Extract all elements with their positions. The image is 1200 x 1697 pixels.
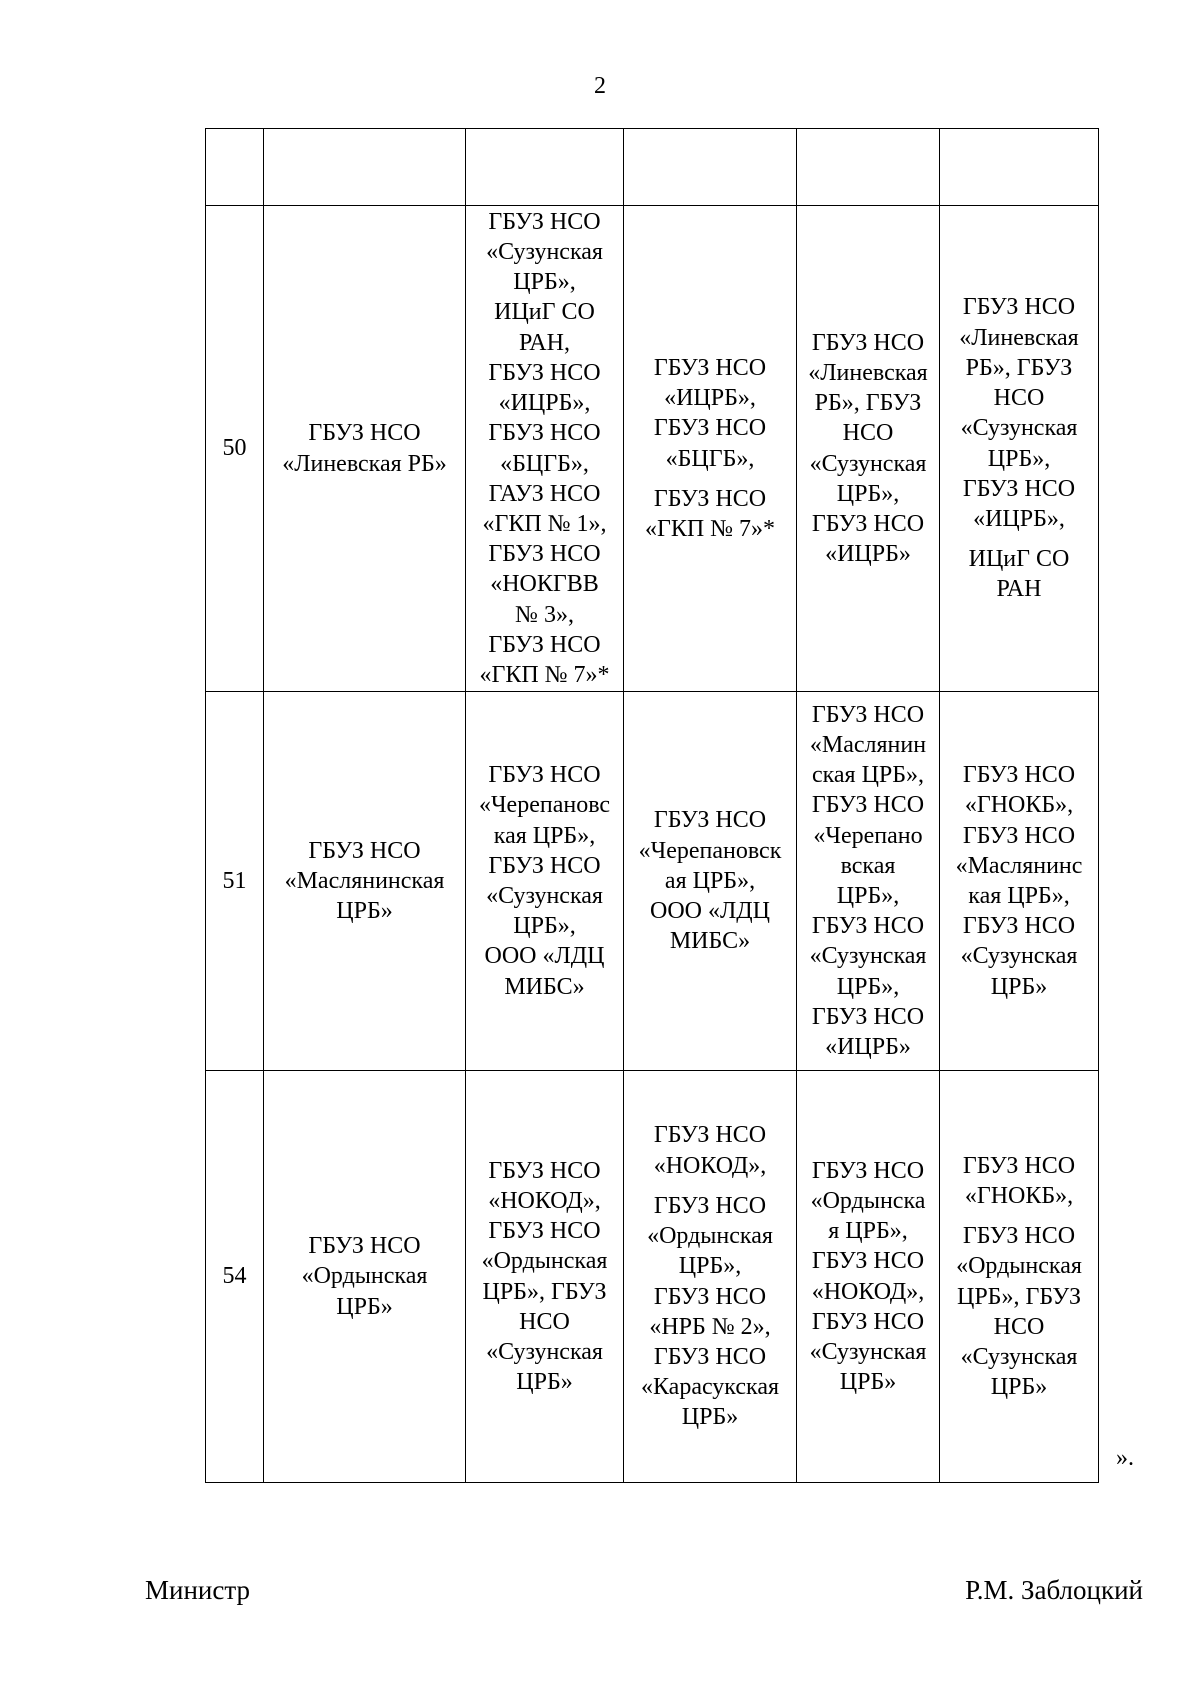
column-5-text: ГБУЗ НСО «Линевская РБ», ГБУЗ НСО «Сузунская ЦРБ», ГБУЗ НСО «ИЦРБ»: [808, 329, 928, 568]
column-3-text: ГБУЗ НСО «НОКОД», ГБУЗ НСО «Ордынская ЦРБ», ГБУЗ НСО «Сузунская ЦРБ»: [481, 1157, 608, 1396]
facility-name-cell: [264, 1071, 466, 1483]
facility-name: ГБУЗ НСО «Маслянинская ЦРБ»: [284, 837, 445, 925]
table-row: [206, 692, 1099, 1071]
header-cell: [466, 129, 624, 206]
facilities-table: [205, 128, 1099, 1483]
column-3-cell: [466, 692, 624, 1071]
column-4-text: ГБУЗ НСО «ГКП № 7»*: [644, 485, 776, 542]
column-3-cell: [466, 206, 624, 692]
column-5-text: ГБУЗ НСО «Маслянин ская ЦРБ», ГБУЗ НСО «Черепано вская ЦРБ», ГБУЗ НСО «Сузунская ЦРБ», ГБУЗ НСО «ИЦРБ»: [809, 701, 927, 1061]
column-5-cell: [797, 692, 940, 1071]
column-6-text: ГБУЗ НСО «Ордынская ЦРБ», ГБУЗ НСО «Сузунская ЦРБ»: [956, 1223, 1082, 1401]
header-cell: [940, 129, 1099, 206]
column-6-cell: [940, 206, 1099, 692]
table-row: [206, 206, 1099, 692]
column-5-cell: [797, 206, 940, 692]
facility-name: ГБУЗ НСО «Ордынская ЦРБ»: [301, 1233, 428, 1320]
header-cell: [624, 129, 797, 206]
column-6-cell: [940, 692, 1099, 1071]
column-4-cell: [624, 206, 797, 692]
column-4-cell: [624, 692, 797, 1071]
column-5-cell: [797, 1071, 940, 1483]
column-4-text: ГБУЗ НСО «Ордынская ЦРБ», ГБУЗ НСО «НРБ № 2», ГБУЗ НСО «Карасукская ЦРБ»: [640, 1192, 780, 1431]
table-row: [206, 1071, 1099, 1483]
header-cell: [264, 129, 466, 206]
table-header-row: [206, 129, 1099, 206]
column-3-text: ГБУЗ НСО «Сузунская ЦРБ», ИЦиГ СО РАН, ГБУЗ НСО «ИЦРБ», ГБУЗ НСО «БЦГБ», ГАУЗ НСО «ГКП № 1», ГБУЗ НСО «НОКГВВ № 3», ГБУЗ НСО «ГКП № 7»*: [479, 208, 610, 688]
column-6-text: ГБУЗ НСО «Линевская РБ», ГБУЗ НСО «Сузунская ЦРБ», ГБУЗ НСО «ИЦРБ»,: [959, 294, 1079, 532]
column-6-text: ГБУЗ НСО «ГНОКБ»,: [962, 1152, 1076, 1209]
row-number-cell: [206, 1071, 264, 1483]
facility-name-cell: [264, 206, 466, 692]
row-number-cell: [206, 692, 264, 1071]
column-6-text: ГБУЗ НСО «ГНОКБ», ГБУЗ НСО «Маслянинс кая ЦРБ», ГБУЗ НСО «Сузунская ЦРБ»: [955, 762, 1083, 1000]
row-number: 50: [222, 435, 247, 462]
facility-name-cell: [264, 692, 466, 1071]
column-4-cell: [624, 1071, 797, 1483]
row-number: 54: [222, 1263, 247, 1290]
row-number-cell: [206, 206, 264, 692]
column-3-text: ГБУЗ НСО «Черепановс кая ЦРБ», ГБУЗ НСО «Сузунская ЦРБ», ООО «ЛДЦ МИБС»: [478, 762, 611, 1000]
column-6-cell: [940, 1071, 1099, 1483]
column-4-text: ГБУЗ НСО «Черепановск ая ЦРБ», ООО «ЛДЦ МИБС»: [638, 807, 782, 955]
column-5-text: ГБУЗ НСО «Ордынска я ЦРБ», ГБУЗ НСО «НОКОД», ГБУЗ НСО «Сузунская ЦРБ»: [809, 1157, 927, 1396]
column-4-text: ГБУЗ НСО «ИЦРБ», ГБУЗ НСО «БЦГБ»,: [653, 354, 767, 472]
row-number: 51: [222, 867, 247, 894]
signatory-name: Р.М. Заблоцкий: [965, 1575, 1143, 1605]
column-6-text: ИЦиГ СО РАН: [968, 546, 1070, 603]
column-3-cell: [466, 1071, 624, 1483]
column-4-text: ГБУЗ НСО «НОКОД»,: [653, 1122, 767, 1179]
page-number: 2: [594, 73, 606, 99]
facility-name: ГБУЗ НСО «Линевская РБ»: [282, 420, 447, 477]
header-cell: [206, 129, 264, 206]
signatory-title: Министр: [145, 1575, 250, 1605]
closing-quote-mark: ».: [1116, 1445, 1134, 1471]
header-cell: [797, 129, 940, 206]
